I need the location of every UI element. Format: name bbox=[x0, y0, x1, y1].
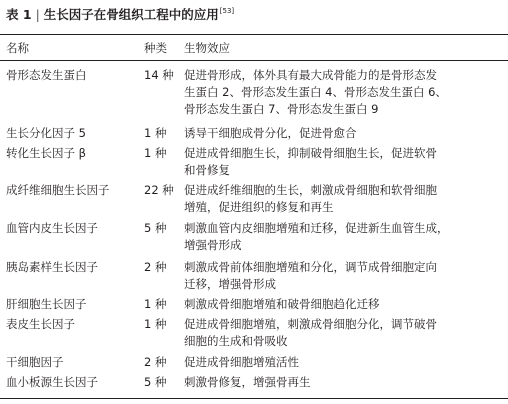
effect-line: 促进成骨细胞增殖，刺激成骨细胞分化，调节破骨 bbox=[184, 317, 437, 331]
row-count: 22 种 bbox=[144, 183, 174, 197]
effect-line: 骨形态发生蛋白 7、骨形态发生蛋白 9 bbox=[184, 102, 379, 116]
top-rule bbox=[0, 34, 508, 35]
row-count: 1 种 bbox=[144, 126, 167, 140]
bottom-rule bbox=[0, 398, 508, 399]
table-label: 表 1 bbox=[6, 7, 32, 22]
row-name: 转化生长因子 β bbox=[6, 146, 86, 160]
row-effect bbox=[184, 220, 506, 254]
row-effect bbox=[184, 182, 506, 216]
effect-line: 细胞的生成和骨吸收 bbox=[184, 334, 288, 348]
row-count: 1 种 bbox=[144, 146, 167, 160]
table-title: 生长因子在骨组织工程中的应用 bbox=[43, 7, 219, 22]
table-caption bbox=[6, 5, 234, 23]
row-name: 骨形态发生蛋白 bbox=[6, 68, 87, 82]
effect-line: 刺激成骨前体细胞增殖和分化，调节成骨细胞定向 bbox=[184, 260, 437, 274]
effect-line: 增强骨形成 bbox=[184, 238, 242, 252]
row-effect bbox=[184, 125, 506, 142]
effect-line: 促进成纤维细胞的生长，刺激成骨细胞和软骨细胞 bbox=[184, 183, 437, 197]
effect-line: 刺激血管内皮细胞增殖和迁移，促进新生血管生成， bbox=[184, 221, 449, 235]
row-count: 2 种 bbox=[144, 260, 167, 274]
row-effect bbox=[184, 145, 506, 179]
effect-line: 促进成骨细胞增殖活性 bbox=[184, 355, 299, 369]
effect-line: 促进成骨细胞生长，抑制破骨细胞生长，促进软骨 bbox=[184, 146, 437, 160]
row-effect bbox=[184, 354, 506, 371]
effect-line: 刺激骨修复，增强骨再生 bbox=[184, 375, 311, 389]
header-name: 名称 bbox=[6, 41, 29, 55]
effect-line: 迁移，增强骨形成 bbox=[184, 277, 276, 291]
effect-line: 和骨修复 bbox=[184, 163, 230, 177]
row-count: 5 种 bbox=[144, 221, 167, 235]
row-name: 血小板源生长因子 bbox=[6, 375, 98, 389]
effect-line: 刺激成骨细胞增殖和破骨细胞趋化迁移 bbox=[184, 297, 380, 311]
row-count: 14 种 bbox=[144, 68, 174, 82]
header-effect: 生物效应 bbox=[184, 41, 230, 55]
row-effect bbox=[184, 296, 506, 313]
effect-line: 生蛋白 2、骨形态发生蛋白 4、骨形态发生蛋白 6、 bbox=[184, 85, 447, 99]
row-count: 1 种 bbox=[144, 317, 167, 331]
row-name: 肝细胞生长因子 bbox=[6, 297, 87, 311]
row-effect bbox=[184, 374, 506, 391]
caption-separator: | bbox=[35, 7, 40, 22]
row-name: 成纤维细胞生长因子 bbox=[6, 183, 110, 197]
row-name: 表皮生长因子 bbox=[6, 317, 75, 331]
effect-line: 促进骨形成，体外具有最大成骨能力的是骨形态发 bbox=[184, 68, 437, 82]
row-effect bbox=[184, 67, 506, 118]
row-name: 生长分化因子 5 bbox=[6, 126, 86, 140]
row-effect bbox=[184, 259, 506, 293]
row-name: 血管内皮生长因子 bbox=[6, 221, 98, 235]
row-count: 5 种 bbox=[144, 375, 167, 389]
reference-mark: [53] bbox=[219, 7, 235, 15]
header-rule bbox=[0, 60, 508, 61]
row-count: 2 种 bbox=[144, 355, 167, 369]
row-count: 1 种 bbox=[144, 297, 167, 311]
row-name: 干细胞因子 bbox=[6, 355, 64, 369]
row-name: 胰岛素样生长因子 bbox=[6, 260, 98, 274]
effect-line: 诱导干细胞成骨分化，促进骨愈合 bbox=[184, 126, 357, 140]
row-effect bbox=[184, 316, 506, 350]
header-count: 种类 bbox=[144, 41, 167, 55]
effect-line: 增殖，促进组织的修复和再生 bbox=[184, 200, 334, 214]
